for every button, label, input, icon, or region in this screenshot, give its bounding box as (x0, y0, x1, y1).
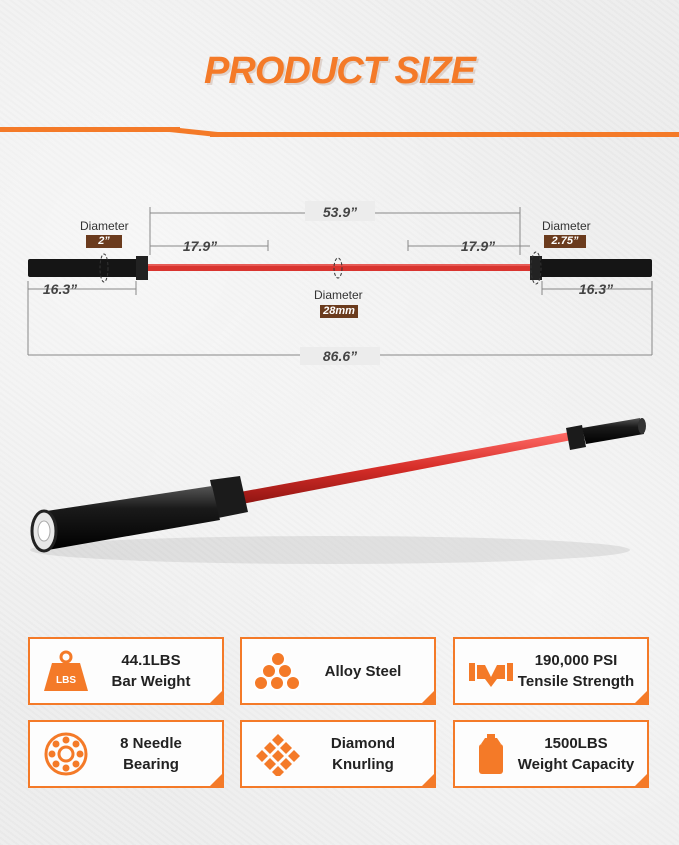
weight-lbs-icon (42, 649, 90, 693)
feature-line2: Bearing (123, 756, 179, 773)
shaft-length-label: 53.9” (322, 204, 358, 220)
feature-card-tensile (453, 637, 649, 705)
feature-line1: 190,000 PSI (534, 652, 618, 669)
feature-card-knurling (240, 720, 436, 788)
feature-line1: Alloy Steel (324, 662, 402, 680)
left-sleeve-length-label: 16.3” (42, 281, 78, 297)
total-length-label: 86.6” (322, 348, 358, 364)
left-inner-length-label: 17.9” (182, 238, 218, 254)
right-diameter-label: Diameter (542, 219, 591, 233)
feature-line2: Tensile Strength (517, 673, 635, 690)
bearing-icon (42, 732, 90, 776)
header-rule-left (0, 127, 180, 132)
header-rule-right (210, 132, 679, 137)
feature-line2: Knurling (332, 756, 394, 773)
shaft-diameter-tag: 28mm (320, 305, 358, 318)
feature-line1: Diamond (330, 735, 396, 752)
shaft-diameter-label: Diameter (314, 288, 363, 302)
left-diameter-tag: 2” (86, 235, 122, 248)
feature-line1: 1500LBS (544, 735, 608, 752)
left-diameter-label: Diameter (80, 219, 129, 233)
feature-card-bearing (28, 720, 224, 788)
feature-line1: 8 Needle (120, 735, 182, 752)
steel-pipes-icon (254, 649, 302, 693)
feature-card-weight (28, 637, 224, 705)
feature-card-steel (240, 637, 436, 705)
dumbbell-strength-icon (467, 649, 515, 693)
barbell-image (0, 400, 679, 600)
weight-icon-text: LBS (56, 675, 76, 686)
diamond-knurling-icon (254, 732, 302, 776)
right-diameter-tag: 2.75” (544, 235, 586, 248)
right-inner-length-label: 17.9” (460, 238, 496, 254)
weight-capacity-icon (467, 732, 515, 776)
right-sleeve-length-label: 16.3” (578, 281, 614, 297)
page-title: PRODUCT SIZE (204, 50, 475, 92)
feature-line2: Bar Weight (111, 673, 191, 690)
feature-line2: Weight Capacity (517, 756, 635, 773)
feature-line1: 44.1LBS (121, 652, 181, 669)
feature-card-capacity (453, 720, 649, 788)
